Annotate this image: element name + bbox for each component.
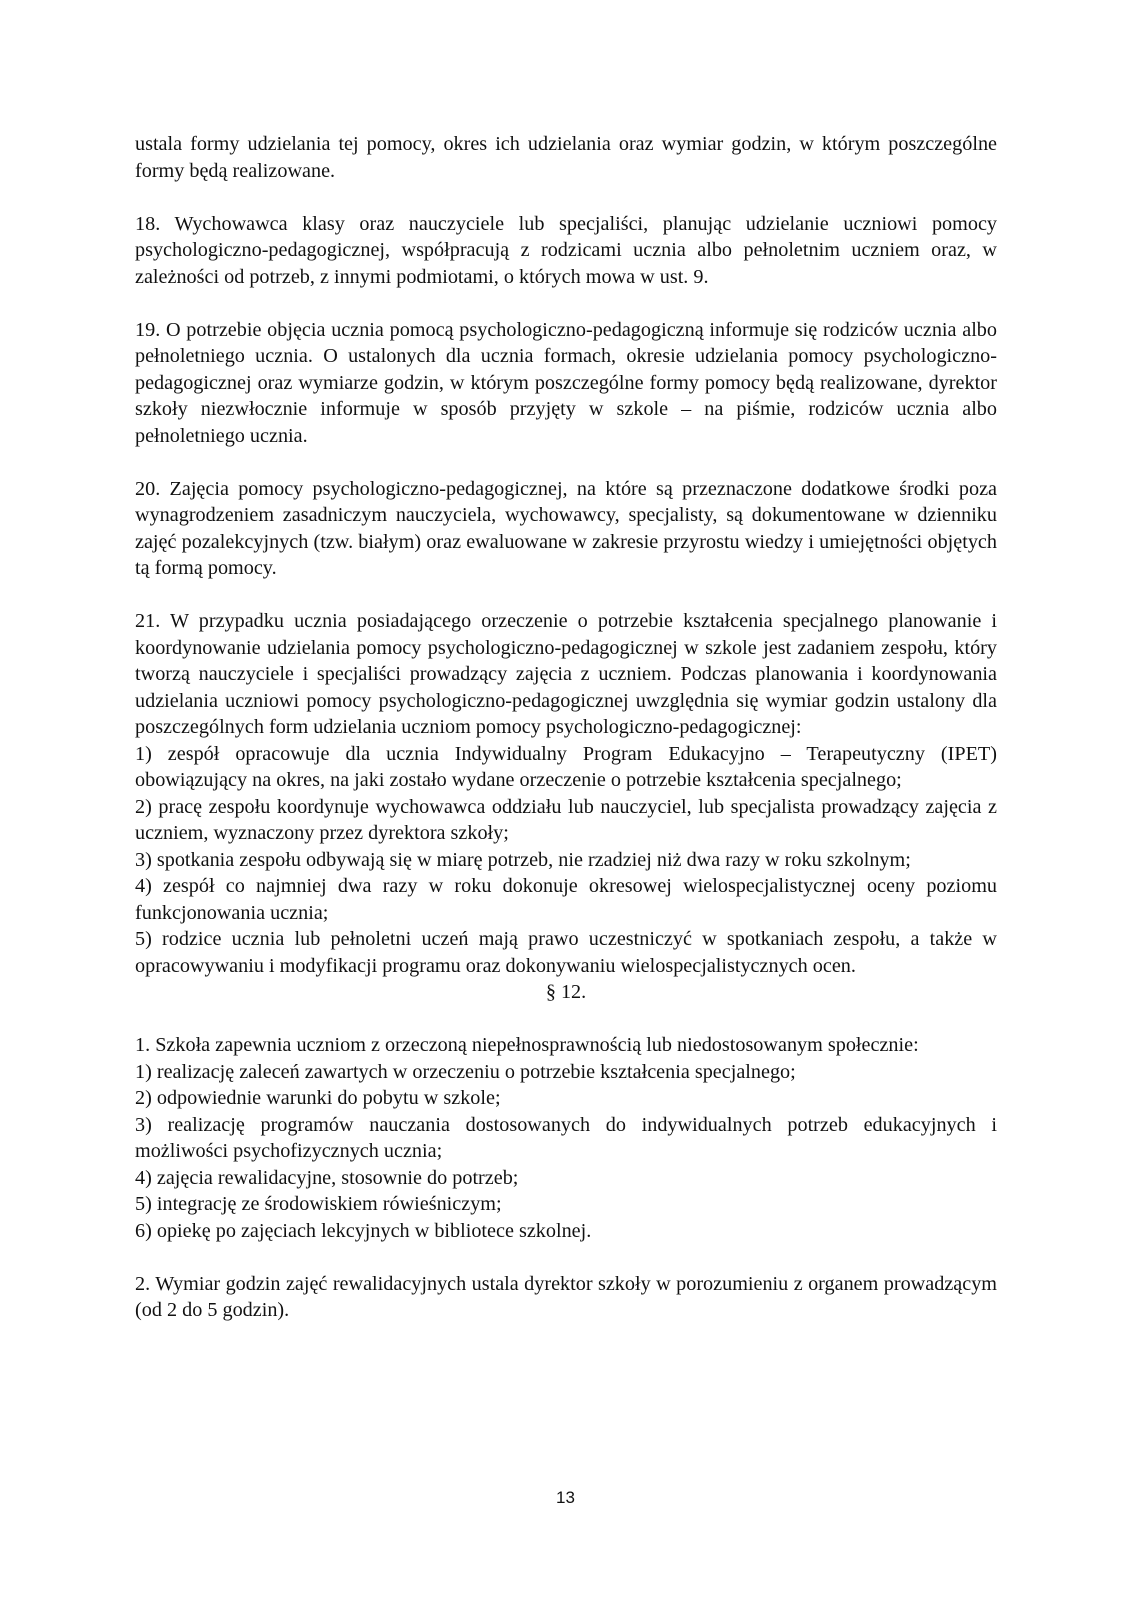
paragraph-21-intro: 21. W przypadku ucznia posiadającego orzeczenie o potrzebie kształcenia specjalnego planowanie i koordynowanie udzielania pomocy psychologiczno-pedagogicznej w szkole jest zadaniem zespołu, który tworzą nauczyciele i specjaliści prowadzący zajęcia z uczniem. Podczas planowania i koordynowania udzielania uczniowi pomocy psychologiczno-pedagogicznej uwzględnia się wymiar godzin ustalony dla poszczególnych form udzielania uczniom pomocy psychologiczno-pedagogicznej:: [135, 610, 997, 738]
paragraph-21-item: 2) pracę zespołu koordynuje wychowawca oddziału lub nauczyciel, lub specjalista prowadzący zajęcia z uczniem, wyznaczony przez dyrektora szkoły;: [135, 795, 997, 844]
section-12-item: 2) odpowiednie warunki do pobytu w szkole;: [135, 1087, 501, 1109]
section-12-paragraph-2: 2. Wymiar godzin zajęć rewalidacyjnych ustala dyrektor szkoły w porozumieniu z organem prowadzącym (od 2 do 5 godzin).: [135, 1272, 997, 1321]
paragraph-gap: [135, 1006, 997, 1033]
section-12-item: 5) integrację ze środowiskiem rówieśniczym;: [135, 1193, 502, 1215]
continuation-paragraph: ustala formy udzielania tej pomocy, okres ich udzielania oraz wymiar godzin, w którym poszczególne formy będą realizowane.: [135, 133, 997, 182]
section-12-item: 3) realizację programów nauczania dostosowanych do indywidualnych potrzeb edukacyjnych i możliwości psychofizycznych ucznia;: [135, 1113, 997, 1162]
paragraph-19: 19. O potrzebie objęcia ucznia pomocą psychologiczno-pedagogiczną informuje się rodziców ucznia albo pełnoletniego ucznia. O ustalonych dla ucznia formach, okresie udzielania pomocy psychologiczno-pedagogicznej oraz wymiarze godzin, w którym poszczególne formy pomocy będą realizowane, dyrektor szkoły niezwłocznie informuje w sposób przyjęty w szkole – na piśmie, rodziców ucznia albo pełnoletniego ucznia.: [135, 318, 997, 447]
paragraph-gap: [135, 1244, 997, 1271]
section-12-item: 4) zajęcia rewalidacyjne, stosownie do potrzeb;: [135, 1166, 519, 1189]
page-number: 13: [556, 1488, 575, 1507]
paragraph-21-item: 1) zespół opracowuje dla ucznia Indywidualny Program Edukacyjno – Terapeutyczny (IPET) obowiązujący na okres, na jaki zostało wydane orzeczenie o potrzebie kształcenia specjalnego;: [135, 742, 997, 791]
section-12-item: 6) opiekę po zajęciach lekcyjnych w bibliotece szkolnej.: [135, 1219, 592, 1242]
section-heading: § 12.: [545, 981, 587, 1003]
paragraph-gap: [135, 582, 997, 609]
paragraph-gap: [135, 290, 997, 317]
paragraph-21-item: 3) spotkania zespołu odbywają się w miarę potrzeb, nie rzadziej niż dwa razy w roku szkolnym;: [135, 848, 911, 871]
paragraph-21-item: 5) rodzice ucznia lub pełnoletni uczeń mają prawo uczestniczyć w spotkaniach zespołu, a także w opracowywaniu i modyfikacji programu oraz dokonywaniu wielospecjalistycznych ocen.: [135, 928, 997, 977]
section-12-paragraph-1-intro: 1. Szkoła zapewnia uczniom z orzeczoną niepełnosprawnością lub niedostosowanym społecznie:: [135, 1034, 919, 1056]
paragraph-21-item: 4) zespół co najmniej dwa razy w roku dokonuje okresowej wielospecjalistycznej oceny poziomu funkcjonowania ucznia;: [135, 875, 997, 924]
paragraph-gap: [135, 184, 997, 211]
paragraph-20: 20. Zajęcia pomocy psychologiczno-pedagogicznej, na które są przeznaczone dodatkowe środki poza wynagrodzeniem zasadniczym nauczyciela, wychowawcy, specjalisty, są dokumentowane w dzienniku zajęć pozalekcyjnych (tzw. białym) oraz ewaluowane w zakresie przyrostu wiedzy i umiejętności objętych tą formą pomocy.: [135, 477, 997, 579]
section-12-item: 1) realizację zaleceń zawartych w orzeczeniu o potrzebie kształcenia specjalnego;: [135, 1060, 796, 1083]
paragraph-gap: [135, 449, 997, 476]
document-page: [135, 131, 997, 1324]
paragraph-18: 18. Wychowawca klasy oraz nauczyciele lub specjaliści, planując udzielanie uczniowi pomocy psychologiczno-pedagogicznej, współpracują z rodzicami ucznia albo pełnoletnim uczniem oraz, w zależności od potrzeb, z innymi podmiotami, o których mowa w ust. 9.: [135, 212, 997, 288]
